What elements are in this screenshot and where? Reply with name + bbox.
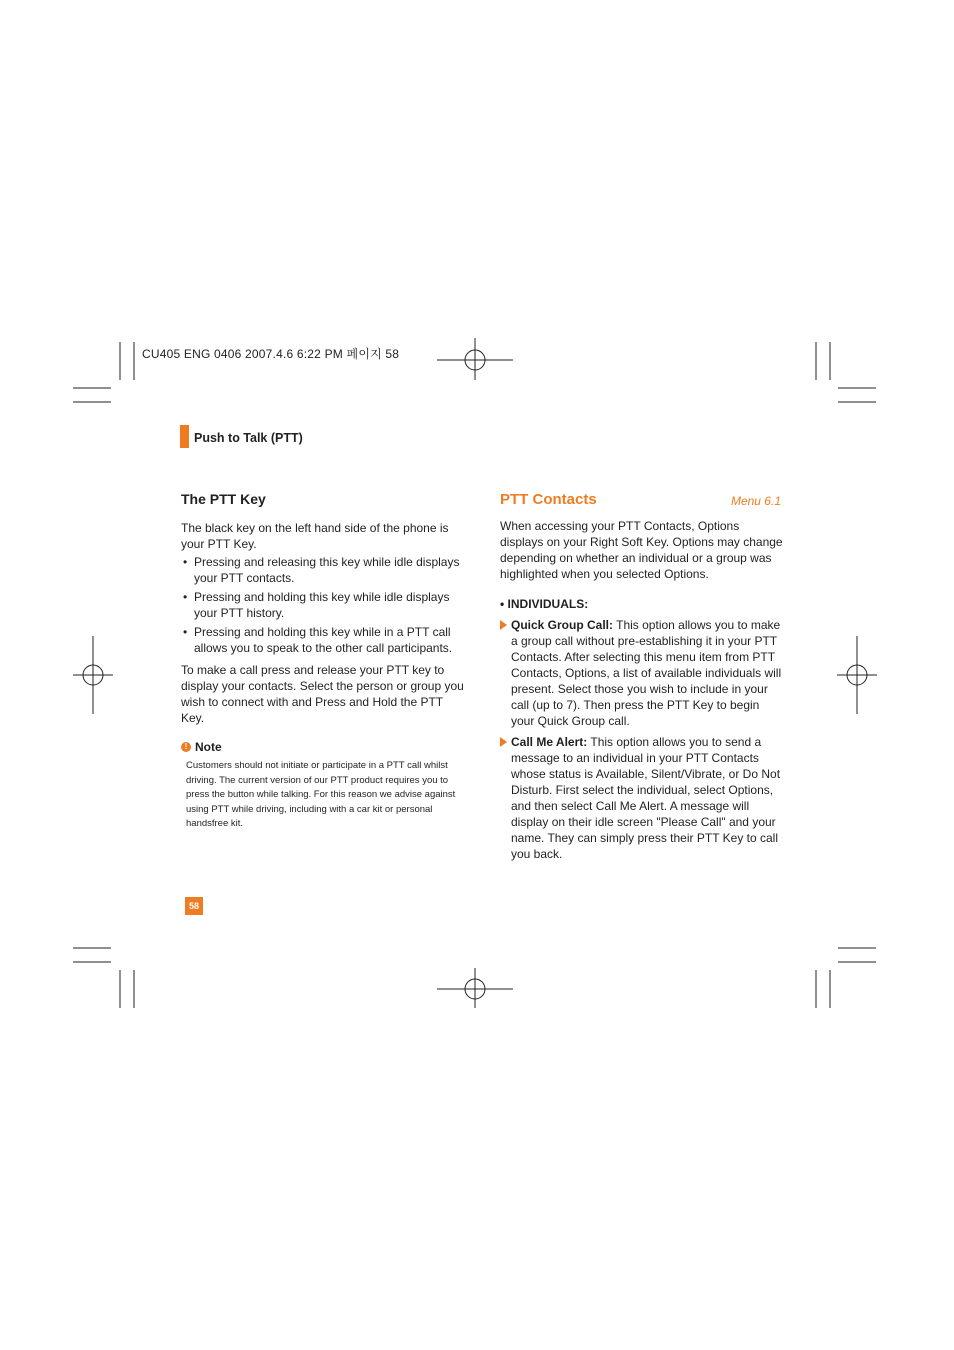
right-column — [500, 490, 785, 862]
ptt-key-heading: The PTT Key — [181, 491, 266, 507]
section-title: Push to Talk (PTT) — [194, 431, 303, 445]
ptt-contacts-heading: PTT Contacts — [500, 491, 597, 508]
option-text: This option allows you to make a group call without pre-establishing it in your PTT Contacts. After selecting this menu item from PTT Contacts, Options, a list of available individuals will present. Select those you wish to include in your call (up to 7). Then press the PTT Key to begin your Quick Group call. — [511, 618, 782, 728]
bullet-icon: • — [183, 625, 188, 639]
option-title: Call Me Alert: — [511, 735, 588, 749]
bullet-icon: • — [183, 555, 188, 569]
option-quick-group-call — [500, 617, 785, 729]
ptt-contacts-intro: When accessing your PTT Contacts, Options displays on your Right Soft Key. Options may change depending on whether an individual or a group was highlighted when you selected Options. — [500, 519, 783, 581]
note-text: Customers should not initiate or participate in a PTT call whilst driving. The current version of our PTT product requires you to press the button while talking. For this reason we advise against using PTT while driving, including with a car kit or personal handsfree kit. — [186, 760, 456, 830]
print-slug: CU405 ENG 0406 2007.4.6 6:22 PM 페이지 58 — [142, 347, 400, 361]
note-heading — [181, 739, 466, 755]
list-item: • Pressing and holding this key while in a PTT call allows you to speak to the other call participants. — [183, 625, 453, 655]
list-item: • Pressing and releasing this key while idle displays your PTT contacts. — [183, 555, 460, 585]
individuals-label: • INDIVIDUALS: — [500, 597, 589, 611]
option-text: This option allows you to send a message to an individual in your PTT Contacts whose status is Available, Silent/Vibrate, or Do Not Disturb. First select the individual, select Options, and then select Call Me Alert. A message will display on their idle screen "Please Call" and your name. They can simply press their PTT Key to call you back. — [511, 735, 781, 861]
ptt-contacts-header — [500, 490, 785, 514]
arrow-right-icon — [500, 737, 507, 747]
page-number: 58 — [185, 897, 203, 915]
ptt-key-bullets — [181, 554, 466, 656]
warning-icon: ! — [181, 742, 191, 752]
note-title: Note — [195, 740, 222, 754]
make-call-paragraph: To make a call press and release your PTT key to display your contacts. Select the person or group you wish to connect with and Press and Hold the PTT Key. — [181, 663, 464, 725]
section-marker — [180, 425, 189, 448]
arrow-right-icon — [500, 620, 507, 630]
option-title: Quick Group Call: — [511, 618, 614, 632]
list-item: • Pressing and holding this key while idle displays your PTT history. — [183, 590, 450, 620]
bullet-icon: • — [183, 590, 188, 604]
option-call-me-alert — [500, 734, 785, 862]
left-column — [181, 490, 466, 832]
menu-reference: Menu 6.1 — [730, 494, 781, 508]
ptt-key-intro: The black key on the left hand side of the phone is your PTT Key. — [181, 521, 449, 551]
